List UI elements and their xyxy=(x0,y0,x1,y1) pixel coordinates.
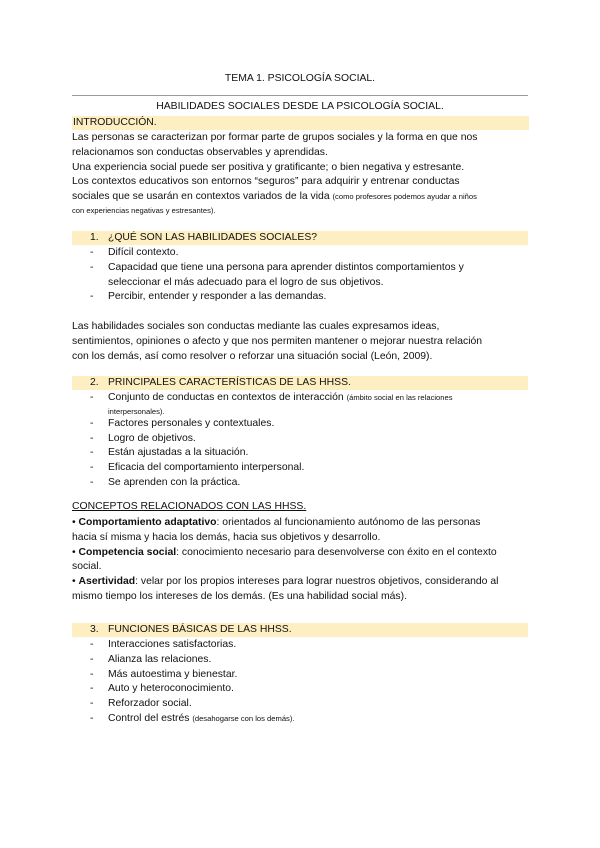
section-3-heading xyxy=(72,623,528,637)
section-2-number: 2. xyxy=(90,377,99,388)
concepts-heading: CONCEPTOS RELACIONADOS CON LAS HHSS. xyxy=(72,501,307,512)
section-2-title: PRINCIPALES CARACTERÍSTICAS DE LAS HHSS. xyxy=(108,377,351,388)
intro-note-line: con experiencias negativas y estresantes). xyxy=(72,205,216,215)
list-item: - Difícil contexto. xyxy=(90,247,179,258)
title-divider xyxy=(72,95,528,96)
definition-paragraph xyxy=(72,320,528,364)
concept-item: • Asertividad: velar por los propios intereses para lograr nuestros objetivos, considerando al xyxy=(72,576,499,588)
list-item: - Se aprenden con la práctica. xyxy=(90,476,241,488)
list-item: - Reforzador social. xyxy=(90,698,192,710)
document-subtitle: HABILIDADES SOCIALES DESDE LA PSICOLOGÍA SOCIAL. xyxy=(156,101,444,112)
intro-heading: INTRODUCCIÓN. xyxy=(72,116,529,130)
list-item: - Alianza las relaciones. xyxy=(90,653,212,665)
intro-note: (como profesores podemos ayudar a niños xyxy=(332,192,477,202)
list-item: - Factores personales y contextuales. xyxy=(90,417,275,429)
paragraph-line: Las habilidades sociales son conductas mediante las cuales expresamos ideas, xyxy=(72,321,440,332)
section-1-number: 1. xyxy=(90,232,99,243)
intro-line-text: sociales que se usarán en contextos variados de la vida xyxy=(72,191,333,203)
concept-term: Comportamiento adaptativo xyxy=(78,517,217,528)
intro-paragraph xyxy=(72,131,528,217)
intro-line: Los contextos educativos son entornos “seguros” para adquirir y entrenar conductas xyxy=(72,176,460,188)
section-2-list xyxy=(72,391,528,491)
list-item: - Están ajustadas a la situación. xyxy=(90,447,249,459)
list-item: - Conjunto de conductas en contextos de interacción (ámbito social en las relaciones xyxy=(90,392,453,403)
concept-term: Asertividad xyxy=(78,576,136,588)
list-item: - Interacciones satisfactorias. xyxy=(90,639,237,650)
section-3-title: FUNCIONES BÁSICAS DE LAS HHSS. xyxy=(108,624,292,635)
list-item: - Percibir, entender y responder a las demandas. xyxy=(90,291,327,303)
paragraph-line: con los demás, así como resolver o reforzar una situación social (León, 2009). xyxy=(72,350,433,362)
section-1-title: ¿QUÉ SON LAS HABILIDADES SOCIALES? xyxy=(108,232,318,243)
intro-line: Una experiencia social puede ser positiva y gratificante; o bien negativa y estresante. xyxy=(72,161,465,173)
section-1-heading xyxy=(72,231,528,245)
concept-line: hacia sí misma y hacia los demás, hacia sus objetivos y desarrollo. xyxy=(72,531,381,543)
document-title: TEMA 1. PSICOLOGÍA SOCIAL. xyxy=(224,73,376,84)
list-item-continuation: seleccionar el más adecuado para el logro de sus objetivos. xyxy=(108,276,384,288)
list-item: - Logro de objetivos. xyxy=(90,432,196,444)
list-item: - Auto y heteroconocimiento. xyxy=(90,683,234,695)
concept-term: Competencia social xyxy=(78,546,177,558)
list-item: - Más autoestima y bienestar. xyxy=(90,668,238,680)
section-3-number: 3. xyxy=(90,624,99,635)
paragraph-line: sentimientos, opiniones o afecto y que nos permiten mantener o mejorar nuestra relación xyxy=(72,335,483,347)
intro-line: Las personas se caracterizan por formar parte de grupos sociales y la forma en que nos xyxy=(72,132,478,143)
list-item-continuation: interpersonales). xyxy=(108,406,165,416)
intro-line: relacionamos son conductas observables y aprendidas. xyxy=(72,146,328,158)
list-item: - Control del estrés (desahogarse con los demás). xyxy=(90,712,295,724)
section-3-list xyxy=(72,638,528,727)
concept-line: social. xyxy=(72,561,102,573)
list-item: - Eficacia del comportamiento interpersonal. xyxy=(90,462,305,474)
section-2-heading xyxy=(72,376,528,390)
concept-line: mismo tiempo los intereses de los demás. (Es una habilidad social más). xyxy=(72,590,407,602)
concept-item: • Comportamiento adaptativo: orientados al funcionamiento autónomo de las personas xyxy=(72,517,481,528)
section-1-list xyxy=(72,246,528,305)
list-item: - Capacidad que tiene una persona para aprender distintos comportamientos y xyxy=(90,261,464,273)
concepts-list xyxy=(72,516,528,605)
concept-item: • Competencia social: conocimiento necesario para desenvolverse con éxito en el contexto xyxy=(72,546,497,558)
intro-line xyxy=(72,190,528,205)
